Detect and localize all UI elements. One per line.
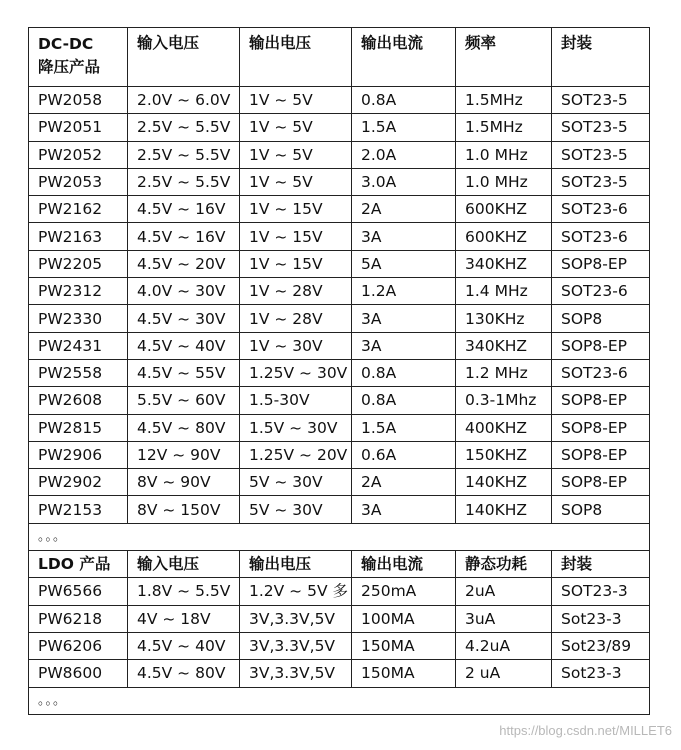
ldo-cell-col5: 2 uA [456, 660, 552, 687]
dcdc-cell-package: SOT23-6 [552, 196, 650, 223]
dcdc-cell-output-current: 0.8A [352, 87, 456, 114]
header-frequency: 频率 [456, 28, 552, 87]
ldo-table-row [29, 605, 650, 632]
ldo-cell-output-voltage: 3V,3.3V,5V [240, 632, 352, 659]
ldo-cell-package: Sot23-3 [552, 660, 650, 687]
dcdc-cell-package: SOP8-EP [552, 469, 650, 496]
ldo-table-row [29, 632, 650, 659]
dcdc-cell-output-current: 0.8A [352, 387, 456, 414]
dcdc-cell-output-current: 3.0A [352, 168, 456, 195]
dcdc-cell-input-voltage: 2.5V ~ 5.5V [128, 141, 240, 168]
dcdc-cell-package: SOT23-6 [552, 223, 650, 250]
dcdc-cell-col5: 130KHz [456, 305, 552, 332]
dcdc-cell-package: SOP8-EP [552, 250, 650, 277]
dcdc-cell-output-current: 2A [352, 196, 456, 223]
dcdc-cell-input-voltage: 2.5V ~ 5.5V [128, 168, 240, 195]
dcdc-cell-package: SOP8 [552, 305, 650, 332]
ldo-header-product: LDO 产品 [29, 551, 128, 578]
dcdc-cell-input-voltage: 5.5V ~ 60V [128, 387, 240, 414]
dcdc-table-row [29, 496, 650, 523]
dcdc-table-row [29, 196, 650, 223]
ldo-header-package: 封装 [552, 551, 650, 578]
dcdc-cell-model: PW2052 [29, 141, 128, 168]
dcdc-cell-package: SOP8 [552, 496, 650, 523]
dcdc-cell-output-current: 0.8A [352, 359, 456, 386]
dcdc-cell-output-voltage: 1V ~ 5V [240, 141, 352, 168]
ldo-cell-package: Sot23-3 [552, 605, 650, 632]
dcdc-cell-col5: 1.2 MHz [456, 359, 552, 386]
ldo-cell-model: PW6218 [29, 605, 128, 632]
ldo-cell-col5: 2uA [456, 578, 552, 605]
dcdc-cell-model: PW2608 [29, 387, 128, 414]
dcdc-cell-package: SOP8-EP [552, 387, 650, 414]
ldo-cell-package: Sot23/89 [552, 632, 650, 659]
dcdc-cell-input-voltage: 8V ~ 150V [128, 496, 240, 523]
dcdc-cell-package: SOT23-5 [552, 168, 650, 195]
dcdc-table-row [29, 114, 650, 141]
dcdc-cell-model: PW2053 [29, 168, 128, 195]
ldo-cell-model: PW6206 [29, 632, 128, 659]
dcdc-table-row [29, 332, 650, 359]
dcdc-cell-col5: 140KHZ [456, 496, 552, 523]
dcdc-cell-output-voltage: 5V ~ 30V [240, 469, 352, 496]
header-input-voltage: 输入电压 [128, 28, 240, 87]
dcdc-cell-col5: 340KHZ [456, 250, 552, 277]
dcdc-cell-col5: 150KHZ [456, 441, 552, 468]
dcdc-cell-output-voltage: 1.5V ~ 30V [240, 414, 352, 441]
dcdc-cell-col5: 1.0 MHz [456, 168, 552, 195]
header-product-cell [29, 28, 128, 87]
ldo-cell-output-current: 150MA [352, 660, 456, 687]
dcdc-cell-package: SOP8-EP [552, 441, 650, 468]
dcdc-cell-model: PW2330 [29, 305, 128, 332]
dcdc-cell-col5: 400KHZ [456, 414, 552, 441]
dcdc-table-row [29, 387, 650, 414]
dcdc-table-row [29, 250, 650, 277]
dcdc-cell-package: SOP8-EP [552, 332, 650, 359]
dcdc-cell-package: SOT23-5 [552, 114, 650, 141]
dcdc-header-row [29, 28, 650, 87]
dcdc-cell-output-voltage: 1.25V ~ 30V [240, 359, 352, 386]
dcdc-cell-col5: 600KHZ [456, 196, 552, 223]
dcdc-table-row [29, 469, 650, 496]
dcdc-cell-input-voltage: 4.5V ~ 16V [128, 196, 240, 223]
dcdc-cell-input-voltage: 4.5V ~ 30V [128, 305, 240, 332]
ldo-cell-input-voltage: 4.5V ~ 40V [128, 632, 240, 659]
ldo-cell-model: PW6566 [29, 578, 128, 605]
dcdc-cell-input-voltage: 4.5V ~ 80V [128, 414, 240, 441]
ldo-header-row [29, 551, 650, 578]
dcdc-cell-input-voltage: 12V ~ 90V [128, 441, 240, 468]
header-output-current: 输出电流 [352, 28, 456, 87]
dcdc-cell-input-voltage: 4.5V ~ 20V [128, 250, 240, 277]
dcdc-cell-package: SOT23-6 [552, 278, 650, 305]
dcdc-cell-model: PW2431 [29, 332, 128, 359]
dcdc-cell-output-current: 2A [352, 469, 456, 496]
dcdc-cell-output-current: 3A [352, 223, 456, 250]
dcdc-cell-output-voltage: 1V ~ 5V [240, 87, 352, 114]
dcdc-cell-input-voltage: 4.5V ~ 40V [128, 332, 240, 359]
header-output-voltage: 输出电压 [240, 28, 352, 87]
dcdc-cell-model: PW2558 [29, 359, 128, 386]
dcdc-cell-output-voltage: 1V ~ 15V [240, 250, 352, 277]
dcdc-cell-input-voltage: 4.5V ~ 16V [128, 223, 240, 250]
ldo-cell-input-voltage: 4V ~ 18V [128, 605, 240, 632]
ldo-cell-package: SOT23-3 [552, 578, 650, 605]
ldo-ellipsis: 。。。 [29, 687, 650, 714]
dcdc-cell-output-voltage: 1.5-30V [240, 387, 352, 414]
dcdc-cell-output-voltage: 1V ~ 5V [240, 114, 352, 141]
ldo-header-quiescent-current: 静态功耗 [456, 551, 552, 578]
dcdc-cell-model: PW2162 [29, 196, 128, 223]
dcdc-cell-output-voltage: 1V ~ 15V [240, 223, 352, 250]
dcdc-cell-output-current: 1.5A [352, 114, 456, 141]
product-spec-table [28, 27, 650, 715]
header-product-line1: DC-DC [38, 35, 94, 53]
header-product-line2: 降压产品 [38, 58, 101, 76]
dcdc-table-row [29, 305, 650, 332]
dcdc-table-row [29, 141, 650, 168]
dcdc-cell-col5: 1.0 MHz [456, 141, 552, 168]
dcdc-cell-model: PW2815 [29, 414, 128, 441]
dcdc-table-row [29, 87, 650, 114]
dcdc-cell-model: PW2205 [29, 250, 128, 277]
dcdc-cell-package: SOT23-5 [552, 141, 650, 168]
dcdc-cell-output-voltage: 1V ~ 15V [240, 196, 352, 223]
dcdc-cell-model: PW2058 [29, 87, 128, 114]
ldo-cell-output-voltage: 3V,3.3V,5V [240, 605, 352, 632]
ldo-cell-output-current: 100MA [352, 605, 456, 632]
dcdc-cell-model: PW2902 [29, 469, 128, 496]
ldo-cell-output-voltage: 1.2V ~ 5V 多 [240, 578, 352, 605]
dcdc-table-row [29, 414, 650, 441]
dcdc-cell-output-voltage: 1V ~ 5V [240, 168, 352, 195]
dcdc-cell-col5: 600KHZ [456, 223, 552, 250]
dcdc-cell-package: SOT23-6 [552, 359, 650, 386]
ldo-cell-model: PW8600 [29, 660, 128, 687]
dcdc-cell-output-current: 3A [352, 305, 456, 332]
dcdc-table-row [29, 441, 650, 468]
dcdc-cell-output-voltage: 1.25V ~ 20V [240, 441, 352, 468]
dcdc-cell-output-voltage: 5V ~ 30V [240, 496, 352, 523]
dcdc-cell-model: PW2051 [29, 114, 128, 141]
ldo-cell-output-current: 150MA [352, 632, 456, 659]
ldo-cell-col5: 3uA [456, 605, 552, 632]
ldo-ellipsis-row [29, 687, 650, 714]
dcdc-cell-input-voltage: 8V ~ 90V [128, 469, 240, 496]
dcdc-cell-output-current: 1.5A [352, 414, 456, 441]
dcdc-cell-col5: 1.5MHz [456, 87, 552, 114]
dcdc-cell-output-current: 0.6A [352, 441, 456, 468]
ldo-cell-input-voltage: 4.5V ~ 80V [128, 660, 240, 687]
dcdc-cell-model: PW2312 [29, 278, 128, 305]
dcdc-cell-package: SOP8-EP [552, 414, 650, 441]
ldo-header-output-voltage: 输出电压 [240, 551, 352, 578]
dcdc-cell-output-voltage: 1V ~ 28V [240, 278, 352, 305]
dcdc-cell-model: PW2163 [29, 223, 128, 250]
ldo-cell-input-voltage: 1.8V ~ 5.5V [128, 578, 240, 605]
dcdc-cell-input-voltage: 2.0V ~ 6.0V [128, 87, 240, 114]
dcdc-ellipsis: 。。。 [29, 523, 650, 550]
dcdc-cell-model: PW2153 [29, 496, 128, 523]
dcdc-cell-input-voltage: 4.0V ~ 30V [128, 278, 240, 305]
dcdc-cell-model: PW2906 [29, 441, 128, 468]
header-package: 封装 [552, 28, 650, 87]
ldo-cell-output-current: 250mA [352, 578, 456, 605]
dcdc-cell-col5: 1.4 MHz [456, 278, 552, 305]
dcdc-table-row [29, 168, 650, 195]
dcdc-cell-input-voltage: 4.5V ~ 55V [128, 359, 240, 386]
dcdc-cell-output-current: 1.2A [352, 278, 456, 305]
dcdc-cell-output-voltage: 1V ~ 28V [240, 305, 352, 332]
ldo-cell-col5: 4.2uA [456, 632, 552, 659]
ldo-table-row [29, 660, 650, 687]
dcdc-table-row [29, 359, 650, 386]
dcdc-cell-output-voltage: 1V ~ 30V [240, 332, 352, 359]
dcdc-cell-col5: 340KHZ [456, 332, 552, 359]
dcdc-cell-col5: 140KHZ [456, 469, 552, 496]
dcdc-cell-output-current: 3A [352, 332, 456, 359]
dcdc-cell-output-current: 2.0A [352, 141, 456, 168]
dcdc-cell-package: SOT23-5 [552, 87, 650, 114]
dcdc-cell-input-voltage: 2.5V ~ 5.5V [128, 114, 240, 141]
watermark: https://blog.csdn.net/MILLET6 [499, 723, 672, 738]
dcdc-cell-col5: 1.5MHz [456, 114, 552, 141]
dcdc-table-row [29, 278, 650, 305]
ldo-table-row [29, 578, 650, 605]
ldo-header-input-voltage: 输入电压 [128, 551, 240, 578]
dcdc-table-row [29, 223, 650, 250]
dcdc-cell-output-current: 3A [352, 496, 456, 523]
ldo-cell-output-voltage: 3V,3.3V,5V [240, 660, 352, 687]
ldo-header-output-current: 输出电流 [352, 551, 456, 578]
dcdc-ellipsis-row [29, 523, 650, 550]
dcdc-cell-col5: 0.3-1Mhz [456, 387, 552, 414]
dcdc-cell-output-current: 5A [352, 250, 456, 277]
